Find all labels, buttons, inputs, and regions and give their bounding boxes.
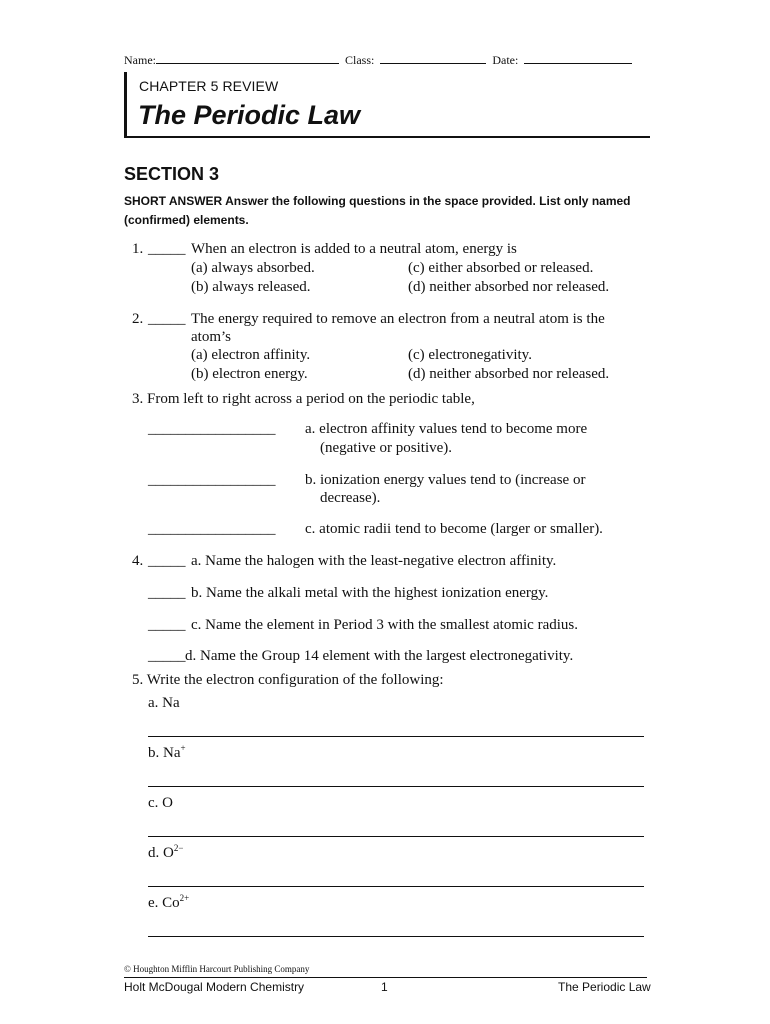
q1-option-c: (c) either absorbed or released.	[408, 260, 594, 276]
q3b-answer-blank[interactable]: _________________	[148, 472, 276, 488]
q2-option-a: (a) electron affinity.	[191, 347, 311, 363]
q2-stem-cont: atom’s	[191, 329, 231, 345]
q4c-text: c. Name the element in Period 3 with the smallest atomic radius.	[191, 617, 578, 633]
section-heading: SECTION 3	[124, 164, 220, 184]
chapter-label: CHAPTER 5 REVIEW	[139, 78, 279, 94]
page-title: The Periodic Law	[138, 100, 361, 130]
name-label: Name:	[124, 53, 156, 67]
q4c-answer-blank[interactable]: _____	[148, 617, 186, 633]
q5d-text: d. O	[148, 845, 174, 861]
footer-book-title: Holt McDougal Modern Chemistry	[124, 980, 305, 994]
date-label: Date:	[492, 53, 519, 67]
q3b-text-cont: decrease).	[320, 490, 381, 506]
q4a-answer-blank[interactable]: _____	[148, 553, 186, 569]
q5a-answer-line[interactable]	[148, 736, 644, 737]
q2-stem: The energy required to remove an electron from a neutral atom is the	[191, 311, 605, 327]
q2-answer-blank[interactable]: _____	[148, 311, 186, 327]
class-label: Class:	[345, 53, 375, 67]
q5b-superscript: +	[180, 743, 186, 753]
q1-option-a: (a) always absorbed.	[191, 260, 315, 276]
q5b-answer-line[interactable]	[148, 786, 644, 787]
q3a-answer-blank[interactable]: _________________	[148, 421, 276, 437]
q4b-answer-blank[interactable]: _____	[148, 585, 186, 601]
q3c-text: c. atomic radii tend to become (larger or smaller).	[305, 521, 603, 537]
footer-chapter-title: The Periodic Law	[558, 980, 651, 994]
q5c-label: c. O	[148, 795, 173, 811]
q1-option-b: (b) always released.	[191, 279, 311, 295]
q3b-text: b. ionization energy values tend to (increase or	[305, 472, 586, 488]
q5c-answer-line[interactable]	[148, 836, 644, 837]
q5d-answer-line[interactable]	[148, 886, 644, 887]
title-block	[124, 72, 650, 138]
q5a-label: a. Na	[148, 695, 180, 711]
q1-answer-blank[interactable]: _____	[148, 241, 186, 257]
q1-number: 1.	[132, 241, 144, 257]
class-field[interactable]	[380, 52, 486, 64]
q1-option-d: (d) neither absorbed nor released.	[408, 279, 610, 295]
q2-number: 2.	[132, 311, 144, 327]
q3c-answer-blank[interactable]: _________________	[148, 521, 276, 537]
q2-option-c: (c) electronegativity.	[408, 347, 532, 363]
q5e-label	[148, 895, 189, 912]
header-fields	[124, 52, 632, 68]
footer-rule	[124, 977, 647, 978]
name-field[interactable]	[156, 52, 339, 64]
q2-option-b: (b) electron energy.	[191, 366, 308, 382]
footer-page-number: 1	[381, 980, 388, 994]
copyright: © Houghton Mifflin Harcourt Publishing Company	[124, 964, 310, 974]
q5e-text: e. Co	[148, 895, 180, 911]
q4d-answer-blank[interactable]: _____	[148, 648, 186, 664]
q1-stem: When an electron is added to a neutral atom, energy is	[191, 241, 517, 257]
q5e-superscript: 2+	[179, 893, 190, 903]
q5b-label	[148, 745, 186, 762]
q3a-text-cont: (negative or positive).	[320, 440, 453, 456]
q2-option-d: (d) neither absorbed nor released.	[408, 366, 610, 382]
q5d-superscript: 2−	[173, 843, 184, 853]
q5-stem: 5. Write the electron configuration of the following:	[132, 672, 444, 688]
q4-number: 4.	[132, 553, 144, 569]
q5b-text: b. Na	[148, 745, 181, 761]
q3a-text: a. electron affinity values tend to become more	[305, 421, 588, 437]
q5d-label	[148, 845, 183, 862]
q5e-answer-line[interactable]	[148, 936, 644, 937]
q4a-text: a. Name the halogen with the least-negative electron affinity.	[191, 553, 557, 569]
q3-stem: 3. From left to right across a period on the periodic table,	[132, 391, 475, 407]
date-field[interactable]	[524, 52, 632, 64]
q4d-text: d. Name the Group 14 element with the largest electronegativity.	[185, 648, 574, 664]
section-instructions: SHORT ANSWER Answer the following questions in the space provided. List only named (confirmed) elements.	[124, 194, 631, 227]
q4b-text: b. Name the alkali metal with the highest ionization energy.	[191, 585, 549, 601]
